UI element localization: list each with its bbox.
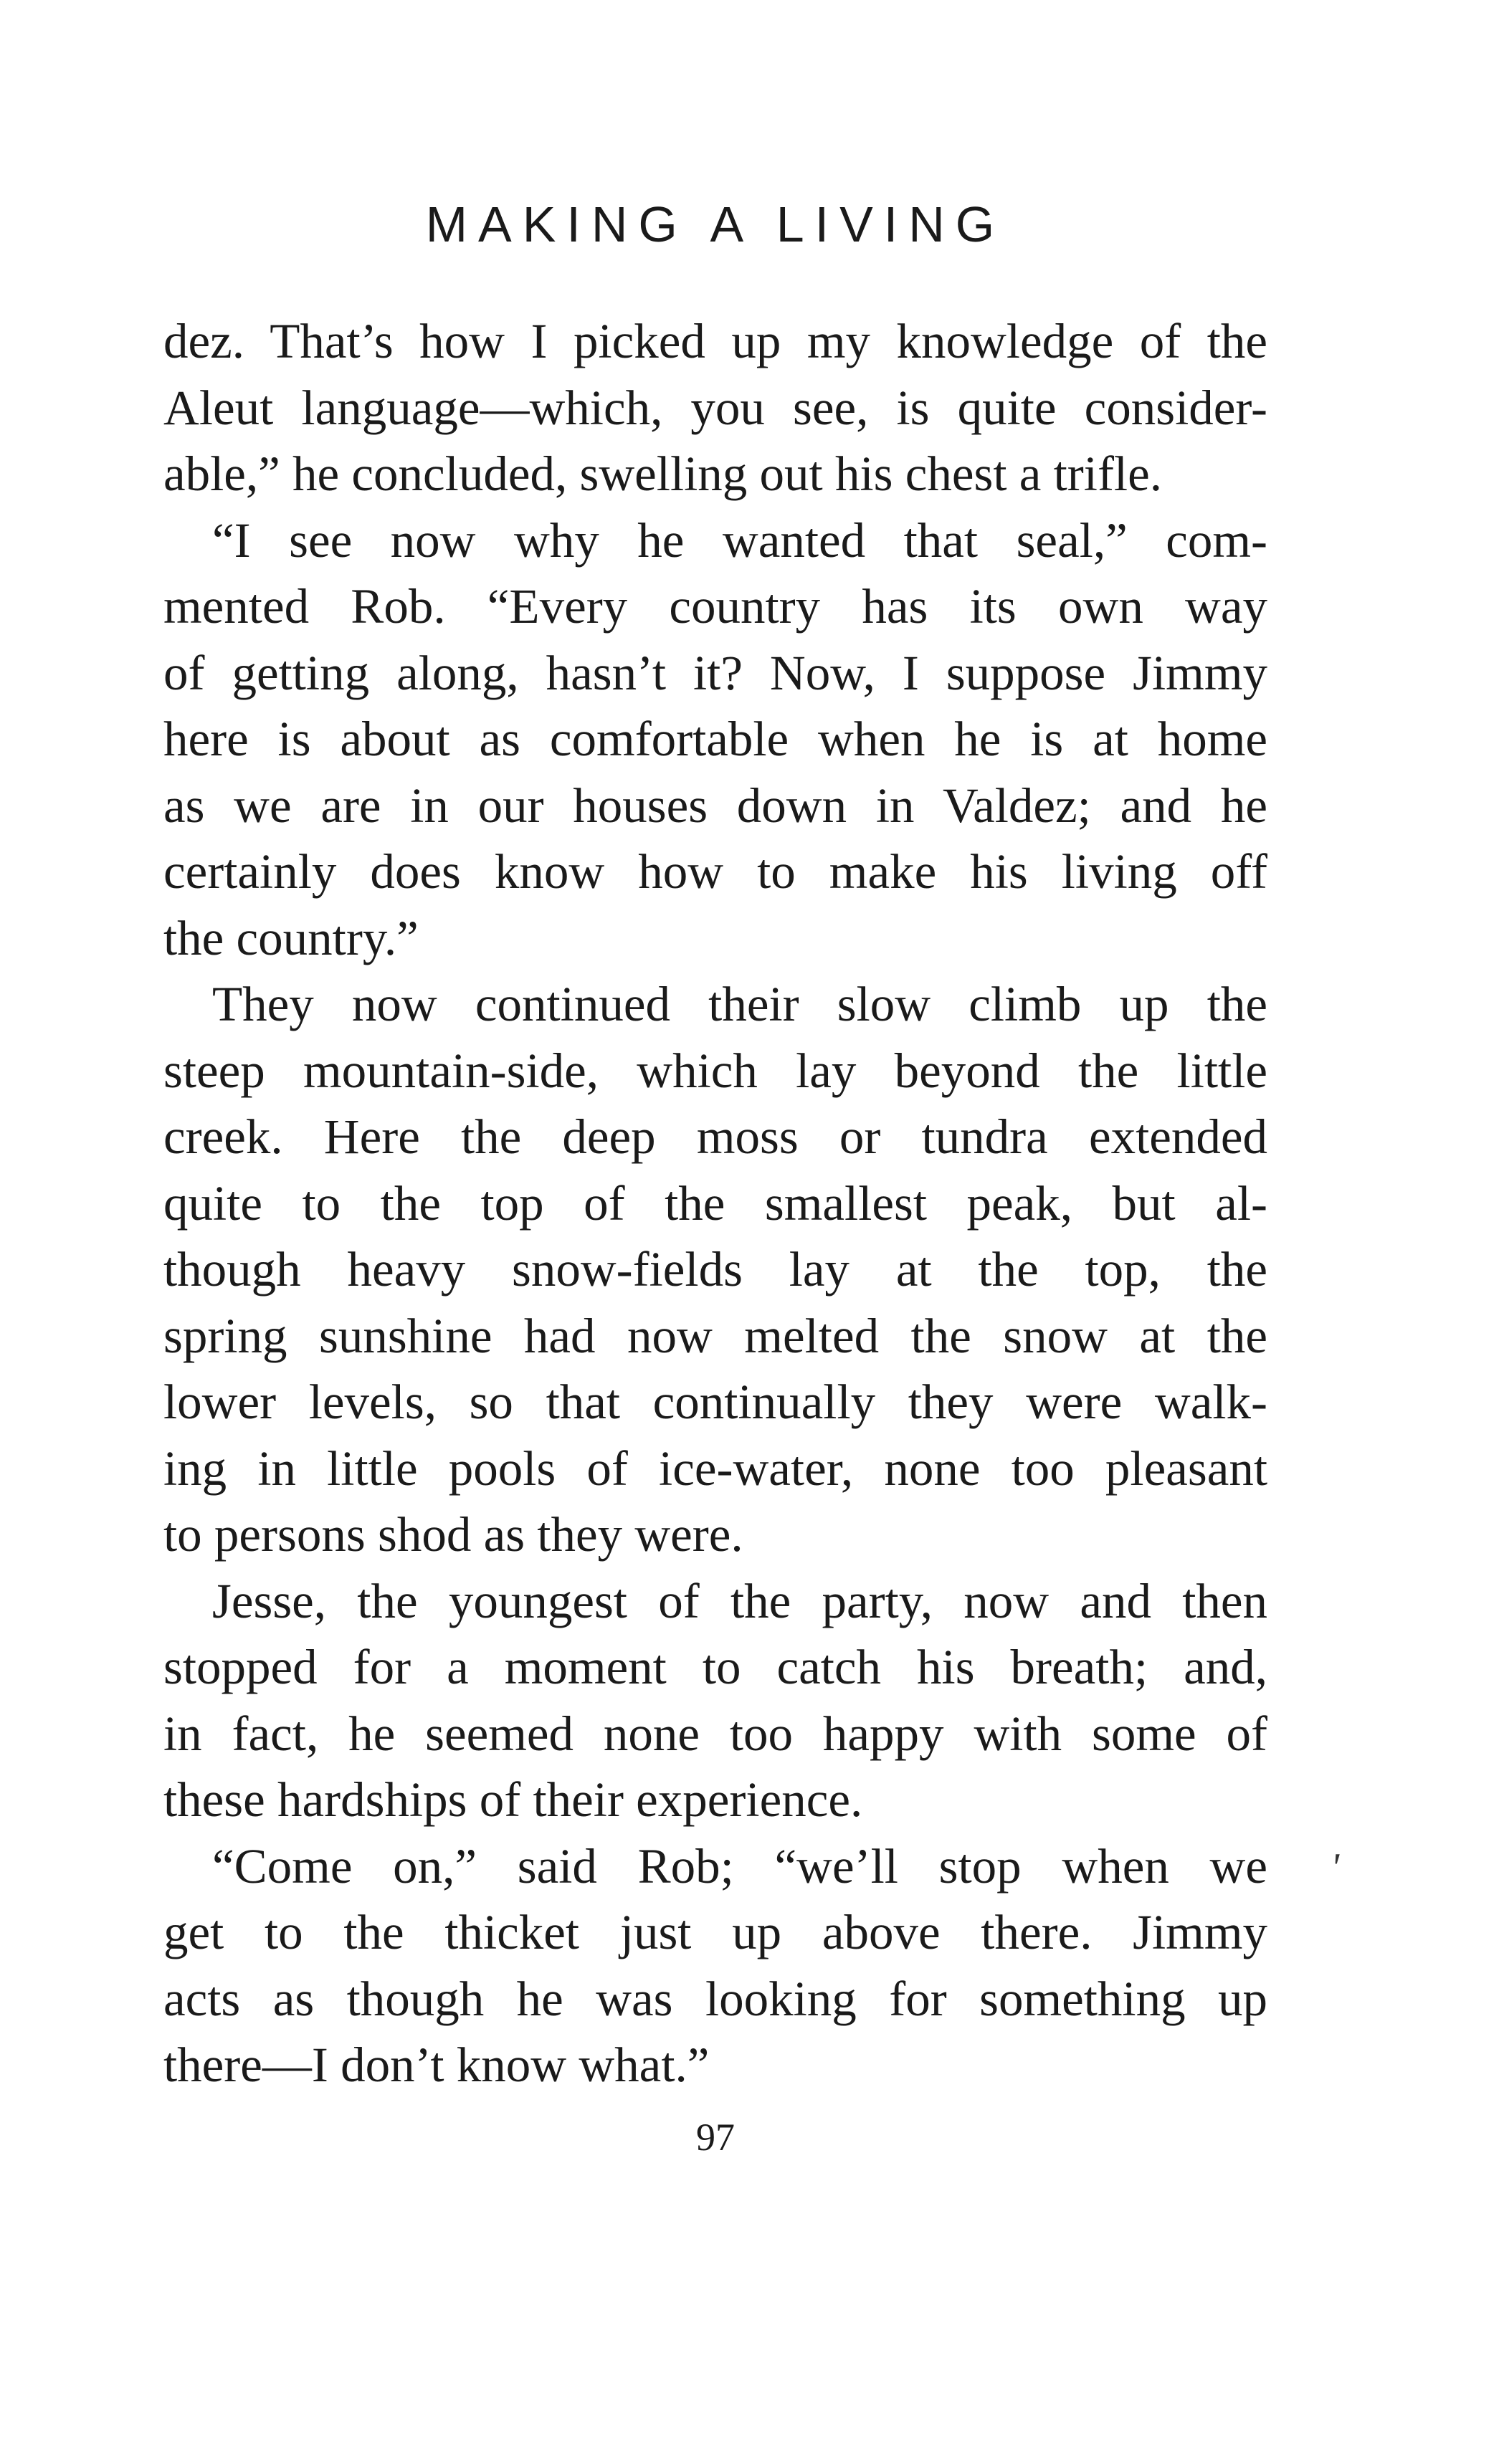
text-line: “Come on,” said Rob; “we’ll stop when we xyxy=(212,1838,1267,1894)
text-line: spring sunshine had now melted the snow at the xyxy=(163,1308,1267,1363)
text-line: able,” he concluded, swelling out his chest a trifle. xyxy=(163,447,1162,501)
page-number: 97 xyxy=(696,2116,735,2159)
text-line: Jesse, the youngest of the party, now and then xyxy=(212,1573,1267,1628)
text-line: Aleut language—which, you see, is quite consider- xyxy=(163,380,1267,435)
text-line: steep mountain-side, which lay beyond the little xyxy=(163,1043,1267,1098)
text-line: as we are in our houses down in Valdez; and he xyxy=(163,778,1267,833)
text-line: of getting along, hasn’t it? Now, I suppose Jimmy xyxy=(163,645,1267,700)
text-line: stopped for a moment to catch his breath; and, xyxy=(163,1640,1267,1694)
text-line: mented Rob. “Every country has its own way xyxy=(163,579,1267,634)
paragraph xyxy=(163,971,1267,1568)
text-line: quite to the top of the smallest peak, but al- xyxy=(163,1175,1267,1231)
text-line: ing in little pools of ice-water, none too pleasant xyxy=(163,1441,1267,1496)
paragraph xyxy=(163,1568,1267,1833)
body-text xyxy=(163,308,1267,2098)
text-line: though heavy snow-fields lay at the top, the xyxy=(163,1242,1267,1297)
text-line: in fact, he seemed none too happy with some of xyxy=(163,1706,1267,1761)
text-line: “I see now why he wanted that seal,” com- xyxy=(212,512,1267,568)
running-head: MAKING A LIVING xyxy=(425,196,1006,252)
paragraph xyxy=(163,507,1267,972)
text-line: certainly does know how to make his living off xyxy=(163,844,1267,899)
text-line: here is about as comfortable when he is at home xyxy=(163,712,1267,766)
text-line: acts as though he was looking for something up xyxy=(163,1971,1267,2026)
text-line: there—I don’t know what.” xyxy=(163,2038,710,2092)
text-line: these hardships of their experience. xyxy=(163,1772,863,1827)
text-line: to persons shod as they were. xyxy=(163,1507,743,1562)
text-line: the country.” xyxy=(163,910,419,965)
text-line: lower levels, so that continually they were walk- xyxy=(163,1375,1267,1429)
text-line: dez. That’s how I picked up my knowledge of the xyxy=(163,314,1267,368)
paragraph xyxy=(163,308,1267,507)
text-line: get to the thicket just up above there. Jimmy xyxy=(163,1905,1267,1959)
text-line: creek. Here the deep moss or tundra extended xyxy=(163,1109,1267,1164)
stray-margin-mark: ' xyxy=(1331,1845,1339,1890)
book-page xyxy=(163,0,1267,2464)
paragraph xyxy=(163,1833,1267,2098)
text-line: They now continued their slow climb up the xyxy=(212,977,1267,1031)
